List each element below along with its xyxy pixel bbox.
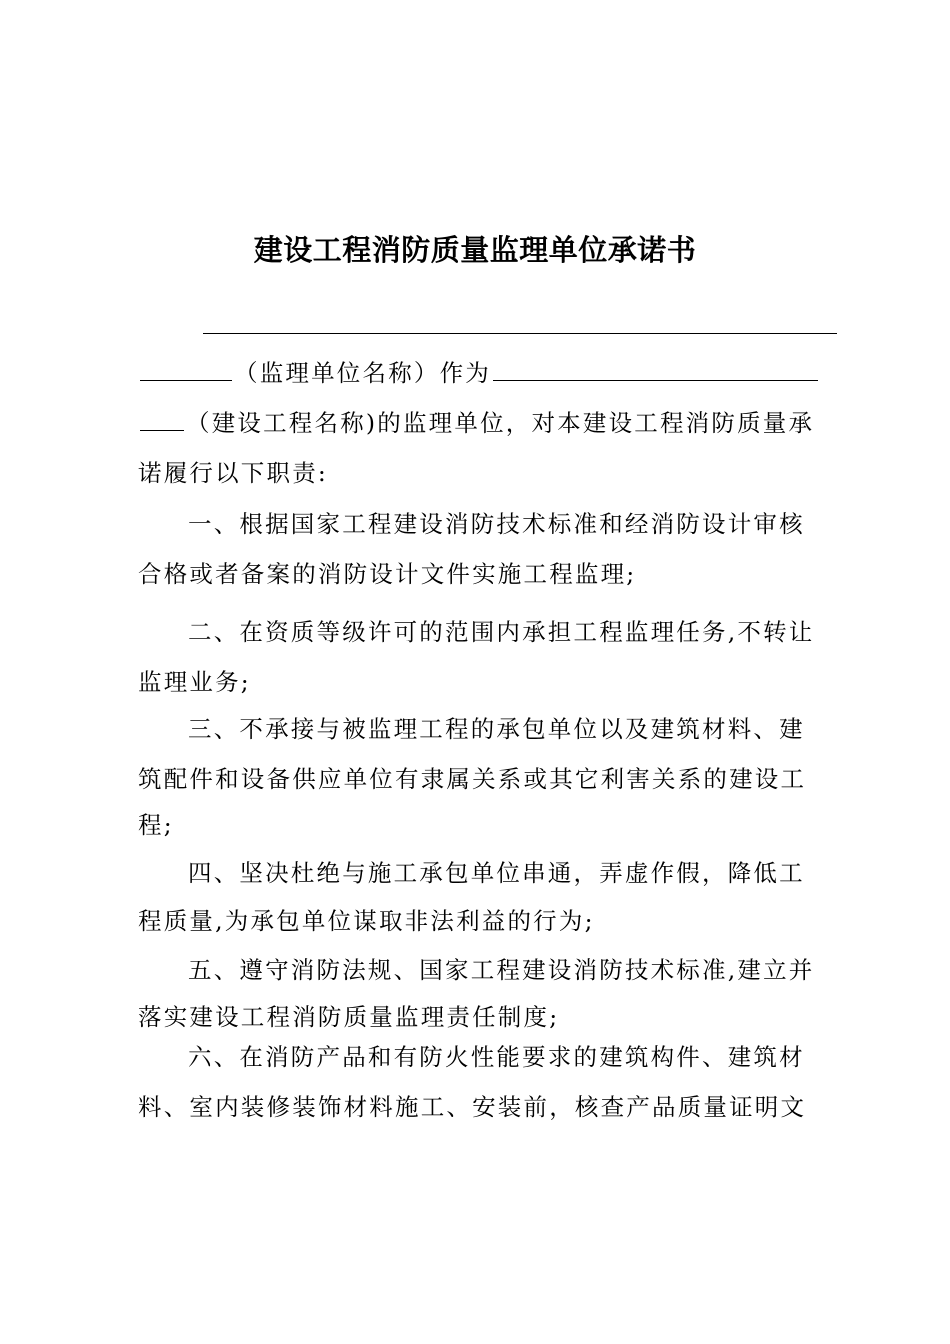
clause-6-line-1: 六、在消防产品和有防火性能要求的建筑构件、建筑材: [188, 1043, 805, 1071]
clause-3-line-2: 筑配件和设备供应单位有隶属关系或其它利害关系的建设工: [138, 765, 807, 793]
recipient-blank-line: [203, 333, 837, 334]
project-name-blank: [493, 358, 818, 381]
project-name-blank-cont: [140, 408, 184, 431]
clause-4-line-1: 四、坚决杜绝与施工承包单位串通，弄虚作假，降低工: [188, 859, 805, 887]
clause-6-line-2: 料、室内装修装饰材料施工、安装前，核查产品质量证明文: [138, 1093, 807, 1121]
clause-1-line-1: 一、根据国家工程建设消防技术标准和经消防设计审核: [188, 510, 805, 538]
clause-2-line-1: 二、在资质等级许可的范围内承担工程监理任务,不转让: [188, 618, 815, 646]
intro-line-3: 诺履行以下职责:: [138, 459, 329, 487]
intro-line-1-text: （监理单位名称）作为: [234, 359, 491, 387]
clause-5-line-2: 落实建设工程消防质量监理责任制度;: [138, 1003, 560, 1031]
supervisor-name-blank: [140, 358, 232, 381]
clause-3-line-1: 三、不承接与被监理工程的承包单位以及建筑材料、建: [188, 715, 805, 743]
clause-2-line-2: 监理业务;: [138, 668, 251, 696]
document-title: 建设工程消防质量监理单位承诺书: [253, 233, 697, 267]
intro-line-2-text: （建设工程名称)的监理单位，对本建设工程消防质量承: [186, 409, 815, 437]
intro-line-2: [138, 406, 818, 440]
clause-5-line-1: 五、遵守消防法规、国家工程建设消防技术标准,建立并: [188, 956, 815, 984]
intro-line-1: [138, 356, 818, 390]
clause-4-line-2: 程质量,为承包单位谋取非法利益的行为;: [138, 907, 595, 935]
clause-3-line-3: 程;: [138, 811, 174, 839]
clause-1-line-2: 合格或者备案的消防设计文件实施工程监理;: [138, 560, 637, 588]
